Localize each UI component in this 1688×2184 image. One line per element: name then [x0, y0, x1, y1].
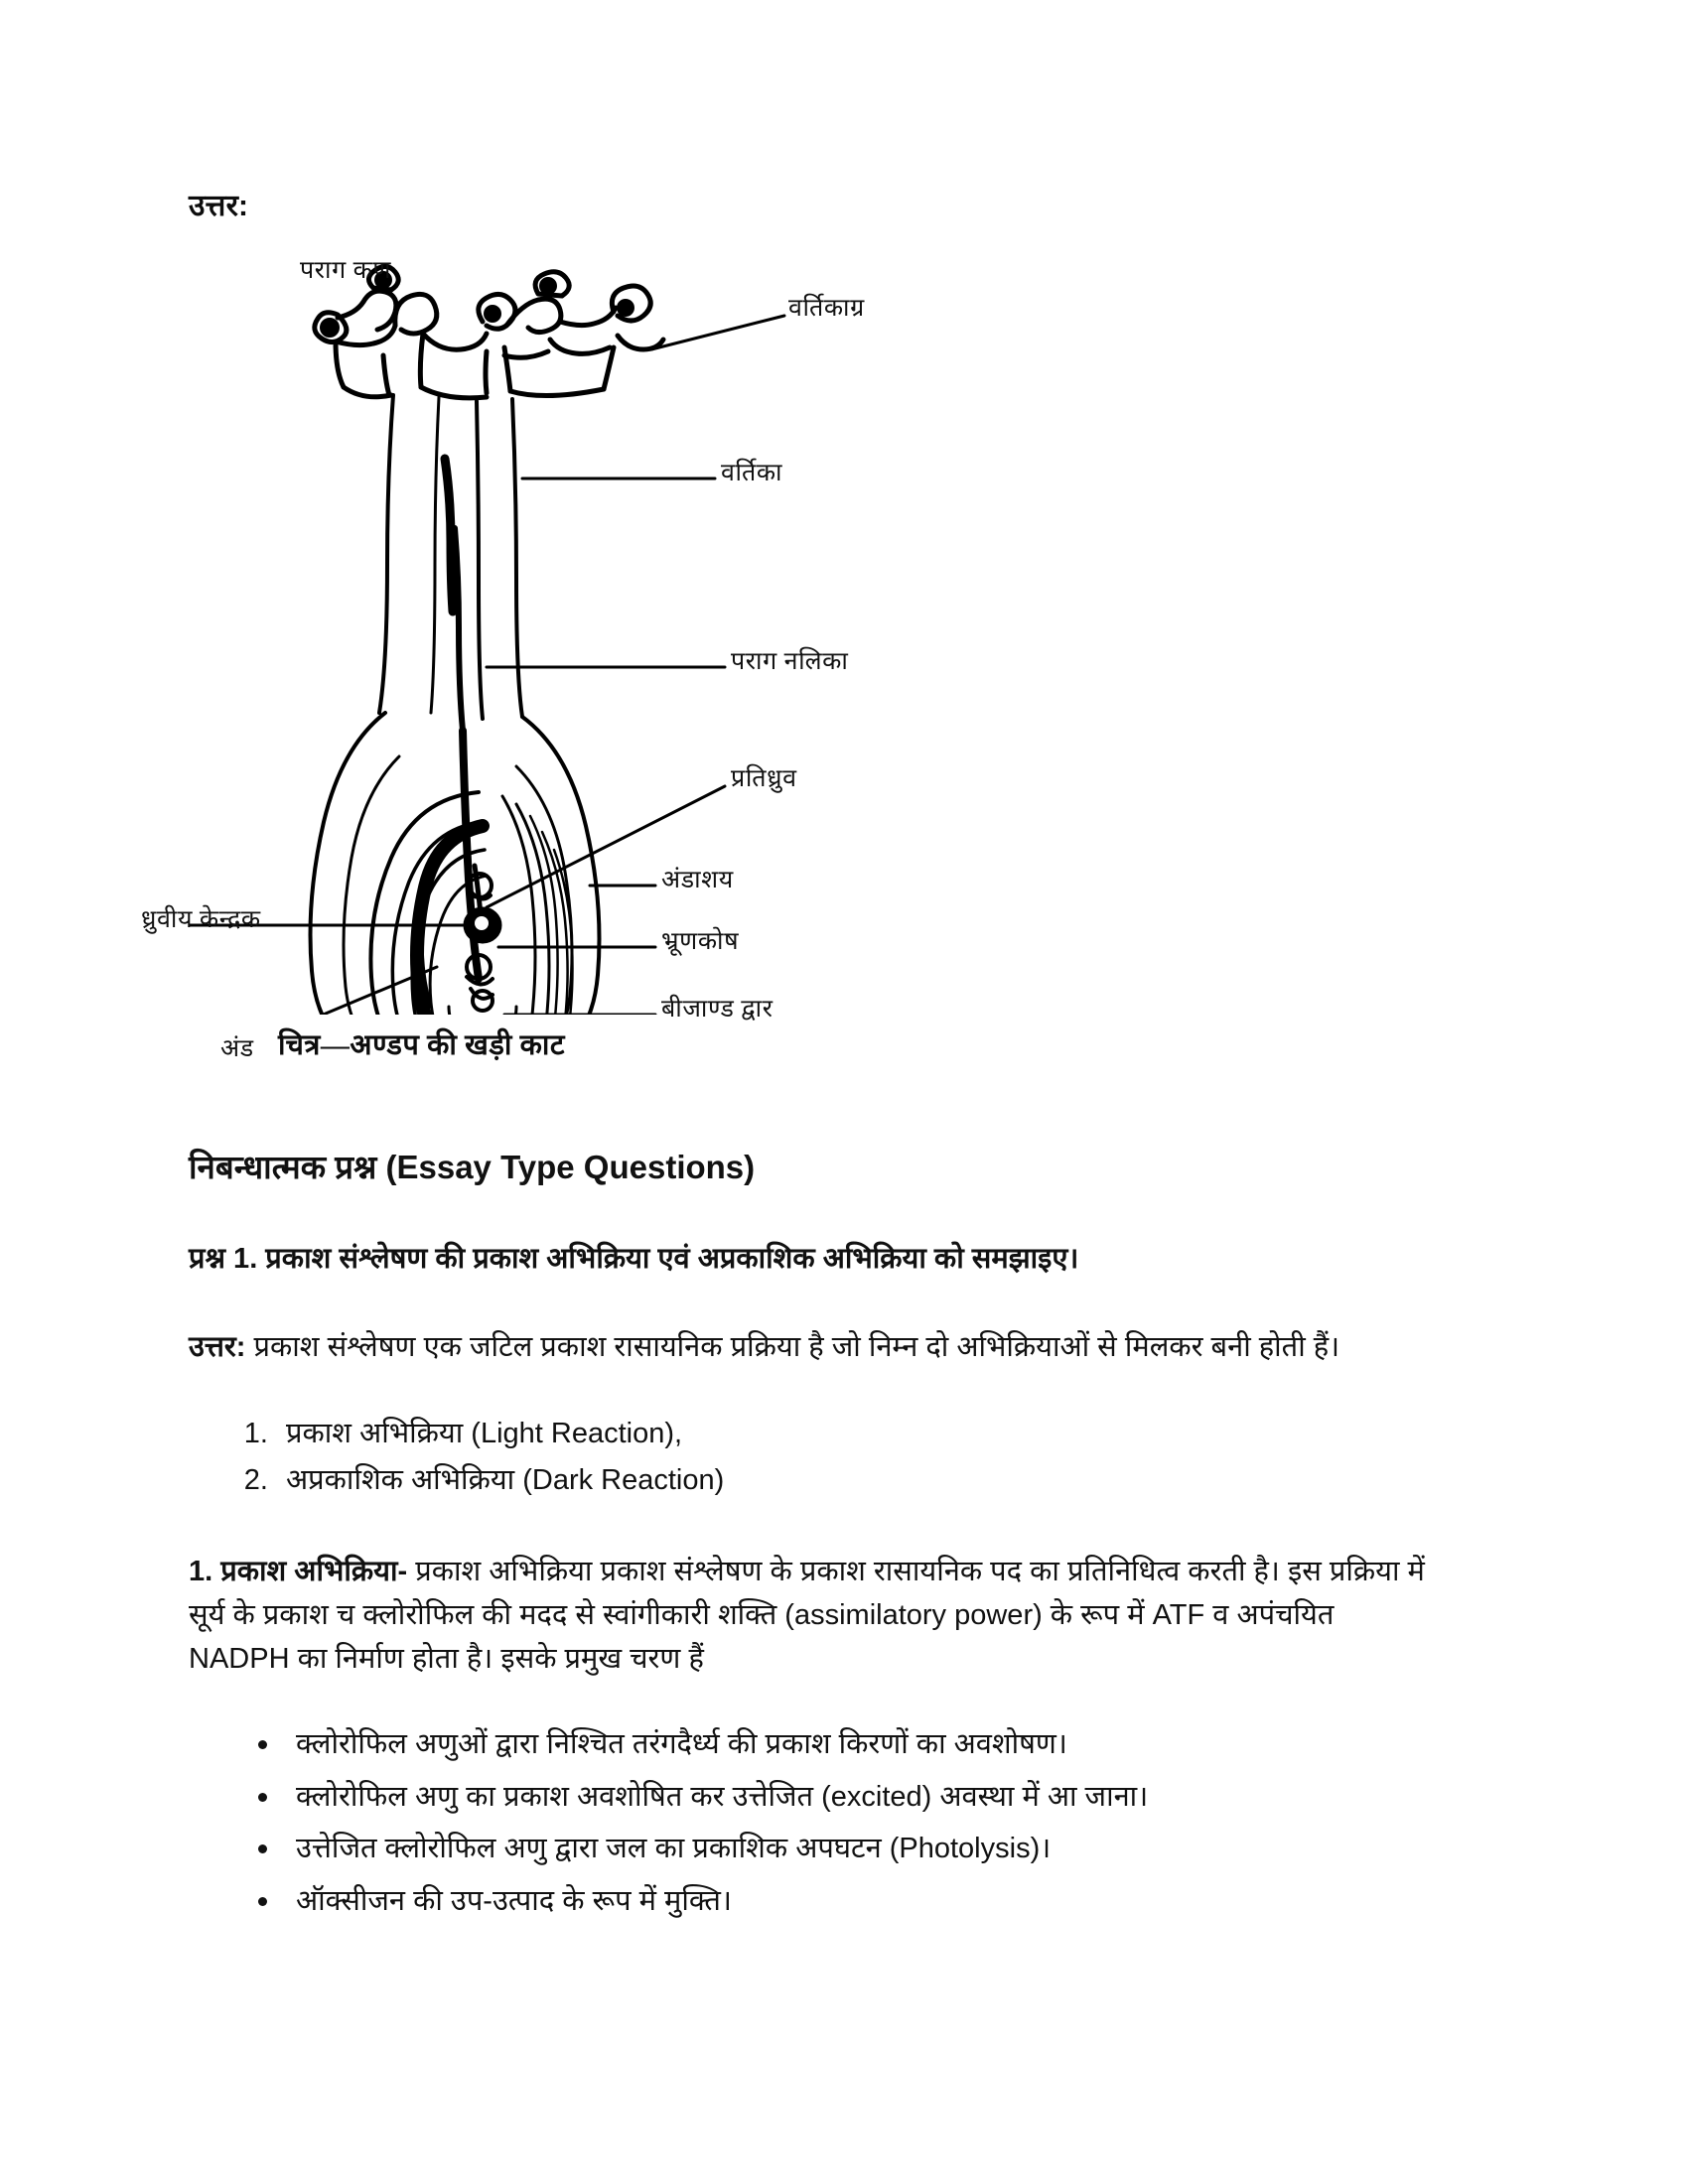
light-reaction-label: 1. प्रकाश अभिक्रिया-	[189, 1555, 408, 1587]
list-item: 2. अप्रकाशिक अभिक्रिया (Dark Reaction)	[276, 1457, 1430, 1504]
light-reaction-text: प्रकाश अभिक्रिया प्रकाश संश्लेषण के प्रकाश रासायनिक पद का प्रतिनिधित्व करती है। इस प्रक्रिया में सूर्य के प्रकाश च क्लोरोफिल की मदद से स्वांगीकारी शक्ति (assimilatory power) के रूप में ATF व अपंचयित NADPH का निर्माण होता है। इसके प्रमुख चरण हैं	[189, 1555, 1425, 1675]
list-item: ऑक्सीजन की उप-उत्पाद के रूप में मुक्ति।	[284, 1877, 1430, 1926]
section-heading-essay-type: निबन्धात्मक प्रश्न (Essay Type Questions)	[189, 1149, 756, 1185]
answer-text-q1: प्रकाश संश्लेषण एक जटिल प्रकाश रासायनिक प्रक्रिया है जो निम्न दो अभिक्रियाओं से मिलकर बनी होती हैं।	[245, 1330, 1340, 1363]
label-antipodal: प्रतिध्रुव	[731, 765, 797, 792]
label-embryo-sac: भ्रूणकोष	[661, 928, 740, 955]
carpel-diagram-svg	[189, 230, 923, 1015]
document-content	[141, 0, 1430, 1930]
label-micropyle: बीजाण्ड द्वार	[661, 996, 774, 1023]
list-item: क्लोरोफिल अणु का प्रकाश अवशोषित कर उत्तेजित (excited) अवस्था में आ जाना।	[284, 1773, 1430, 1822]
label-egg: अंड	[220, 1035, 254, 1062]
figure-caption: चित्र—अण्डप की खड़ी काट	[278, 1029, 566, 1061]
figure-block	[141, 230, 1430, 1084]
light-reaction-paragraph	[189, 1550, 1430, 1681]
list-item: उत्तेजित क्लोरोफिल अणु द्वारा जल का प्रकाशिक अपघटन (Photolysis)।	[284, 1825, 1430, 1873]
label-style: वर्तिका	[721, 460, 783, 486]
label-ovary: अंडाशय	[661, 867, 734, 893]
answer-label-top: उत्तर:	[189, 190, 249, 222]
label-pollen-grain: पराग कण	[300, 257, 392, 284]
label-stigma: वर्तिकाग्र	[788, 295, 865, 322]
question-1-text: प्रश्न 1. प्रकाश संश्लेषण की प्रकाश अभिक्रिया एवं अप्रकाशिक अभिक्रिया को समझाइए।	[189, 1242, 1079, 1275]
light-reaction-steps	[189, 1720, 1430, 1926]
reaction-list	[189, 1411, 1430, 1504]
question-1-answer-paragraph	[189, 1325, 1430, 1369]
list-item: क्लोरोफिल अणुओं द्वारा निश्चित तरंगदैर्ध्य की प्रकाश किरणों का अवशोषण।	[284, 1720, 1430, 1769]
label-pollen-tube: पराग नलिका	[731, 648, 849, 675]
answer-label-q1: उत्तर:	[189, 1330, 246, 1363]
carpel-diagram	[189, 230, 923, 1015]
label-polar-nuclei: ध्रुवीय केन्द्रक	[141, 906, 261, 933]
list-item: 1. प्रकाश अभिक्रिया (Light Reaction),	[276, 1411, 1430, 1457]
